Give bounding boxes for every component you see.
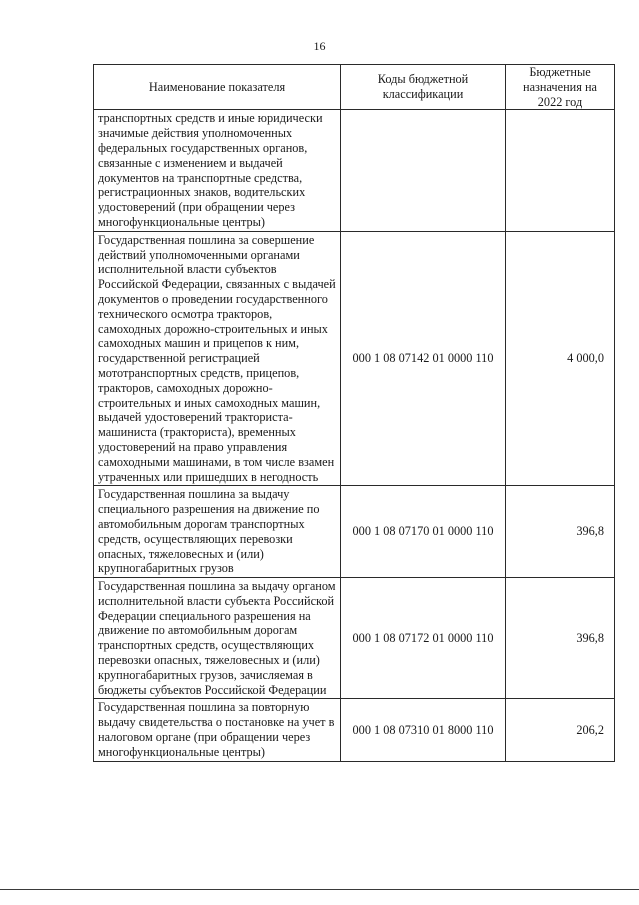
indicator-name-cell: Государственная пошлина за повторную выдачу свидетельства о постановке на учет в налоговом органе (при обращении через многофункциональные центры) — [94, 699, 341, 761]
budget-code-cell: 000 1 08 07170 01 0000 110 — [341, 486, 506, 578]
header-indicator-name: Наименование показателя — [94, 65, 341, 110]
budget-code-cell: 000 1 08 07172 01 0000 110 — [341, 578, 506, 699]
budget-code-cell: 000 1 08 07142 01 0000 110 — [341, 231, 506, 486]
indicator-name-cell: Государственная пошлина за выдачу специального разрешения на движение по автомобильным дорогам транспортных средств, осуществляющих перевозки опасных, тяжеловесных и (или) крупногабаритных грузов — [94, 486, 341, 578]
budget-amount-cell: 396,8 — [506, 578, 615, 699]
page-number: 16 — [313, 39, 326, 53]
budget-code-cell: 000 1 08 07310 01 8000 110 — [341, 699, 506, 761]
indicator-name-cell: транспортных средств и иные юридически значимые действия уполномоченных федеральных государственных органов, связанные с изменением и выдачей документов на транспортные средства, регистрационных знаков, водительских удостоверений (при обращении через многофункциональные центры) — [94, 110, 341, 231]
budget-amount-cell: 206,2 — [506, 699, 615, 761]
budget-amount-cell — [506, 110, 615, 231]
budget-code-cell — [341, 110, 506, 231]
indicator-name-cell: Государственная пошлина за выдачу органом исполнительной власти субъекта Российской Федерации специального разрешения на движение по автомобильным дорогам транспортных средств, осуществляющих перевозки опасных, тяжеловесных и (или) крупногабаритных грузов, зачисляемая в бюджеты субъектов Российской Федерации — [94, 578, 341, 699]
budget-amount-cell: 396,8 — [506, 486, 615, 578]
header-budget-amount: Бюджетные назначения на 2022 год — [506, 65, 615, 110]
table-row — [94, 699, 615, 761]
header-budget-codes: Коды бюджетной классификации — [341, 65, 506, 110]
table-header-row — [94, 65, 615, 110]
table-row — [94, 486, 615, 578]
table-row — [94, 578, 615, 699]
indicator-name-cell: Государственная пошлина за совершение действий уполномоченными органами исполнительной власти субъектов Российской Федерации, связанных с выдачей документов о проведении государственного технического осмотра тракторов, самоходных дорожно-строительных и иных самоходных машин и прицепов к ним, государственной регистрацией мототранспортных средств, прицепов, тракторов, самоходных дорожно-строительных и иных самоходных машин, выдачей удостоверений тракториста-машиниста (тракториста), временных удостоверений на право управления самоходными машинами, в том числе взамен утраченных или пришедших в негодность — [94, 231, 341, 486]
table-row — [94, 231, 615, 486]
scan-edge-line — [0, 889, 639, 890]
table-row — [94, 110, 615, 231]
budget-table — [93, 64, 615, 762]
budget-amount-cell: 4 000,0 — [506, 231, 615, 486]
